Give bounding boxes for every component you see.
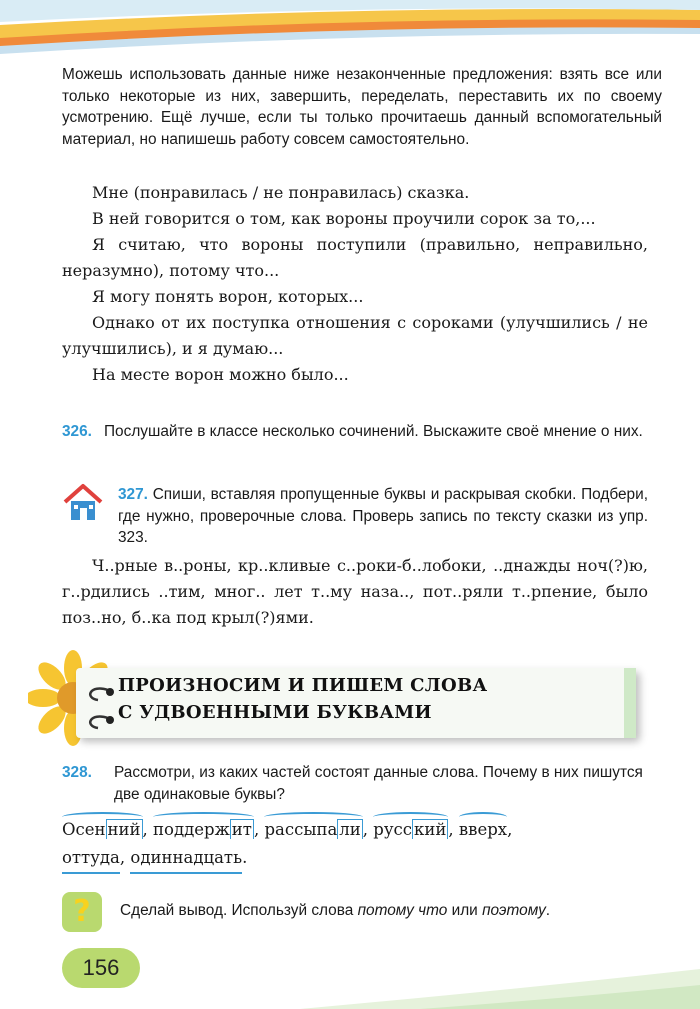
story-sentence: Мне (понравилась / не понравилась) сказка.	[92, 183, 470, 202]
word: русс кий	[373, 816, 448, 844]
word: поддерж ит	[153, 816, 254, 844]
keyword: потому что	[357, 902, 448, 919]
story-sentence: На месте ворон можно было...	[92, 365, 349, 384]
section-title	[118, 672, 487, 726]
task-text: Послушайте в классе несколько сочинений. Выскажите своё мнение о них.	[104, 423, 643, 440]
task-number: 326.	[62, 423, 92, 440]
word: вверх	[459, 816, 507, 844]
intro-paragraph: Можешь использовать данные ниже незаконченные предложения: взять все или только некоторые из них, завершить, переделать, переставить их по своему усмотрению. Ещё лучше, если ты только прочитаешь данный вспомогательный материал, но напишешь работу совсем самостоятельно.	[62, 66, 662, 148]
suffix-box: ит	[231, 820, 252, 839]
task-328	[62, 762, 652, 805]
story-sentences	[62, 180, 648, 388]
story-sentence: Я считаю, что вороны поступили (правильно, неправильно, неразумно), потому что...	[62, 235, 648, 280]
suffix-box: ли	[339, 820, 361, 839]
word: рассыпа ли	[264, 816, 362, 844]
word: одиннадцать	[130, 844, 242, 874]
suffix-box: кий	[414, 820, 447, 839]
suffix-box: ний	[107, 820, 141, 839]
top-decorative-stripes	[0, 0, 700, 60]
ring-binder-icon	[80, 676, 120, 736]
word-analysis-list: Осен ний , поддерж ит , рассыпа ли , русс кий , вверх, оттуда, одиннадцать.	[62, 816, 652, 874]
keyword: поэтому	[482, 902, 546, 919]
section-title-line: С УДВОЕННЫМИ БУКВАМИ	[118, 702, 432, 723]
word: Осен ний	[62, 816, 143, 844]
story-sentence: Однако от их поступка отношения с сороками (улучшились / не улучшились), и я думаю...	[62, 313, 648, 358]
task-number: 328.	[62, 764, 92, 781]
page-number: 156	[62, 948, 140, 988]
story-sentence: Я могу понять ворон, которых...	[92, 287, 364, 306]
section-title-line: ПРОИЗНОСИМ И ПИШЕМ СЛОВА	[118, 675, 488, 696]
task-text: Рассмотри, из каких частей состоят данные слова. Почему в них пишутся две одинаковые буквы?	[114, 764, 643, 803]
home-task-icon	[62, 482, 104, 524]
task-text: Спиши, вставляя пропущенные буквы и раскрывая скобки. Подбери, где нужно, проверочные слова. Проверь запись по тексту сказки из упр. 323.	[118, 486, 648, 546]
task-327	[118, 484, 648, 549]
section-banner	[28, 640, 658, 760]
exercise-327-text	[62, 553, 648, 631]
task-number: 327.	[118, 486, 148, 503]
task-326	[62, 421, 652, 443]
bottom-decorative-wave	[0, 949, 700, 1009]
question-icon: ?	[62, 892, 102, 932]
word: оттуда	[62, 844, 120, 874]
exercise-line: Ч..рные в..роны, кр..кливые с..роки-б..лобоки, ..днажды ноч(?)ю, г..рдились ..тим, мног.. лет т..му наза.., пот..ряли т..рпение, было поз..но, б..ка под крыл(?)ями.	[62, 556, 648, 627]
story-sentence: В ней говорится о том, как вороны проучили сорок за то,...	[92, 209, 596, 228]
conclusion-instruction: Сделай вывод. Используй слова потому что или поэтому.	[120, 902, 551, 919]
